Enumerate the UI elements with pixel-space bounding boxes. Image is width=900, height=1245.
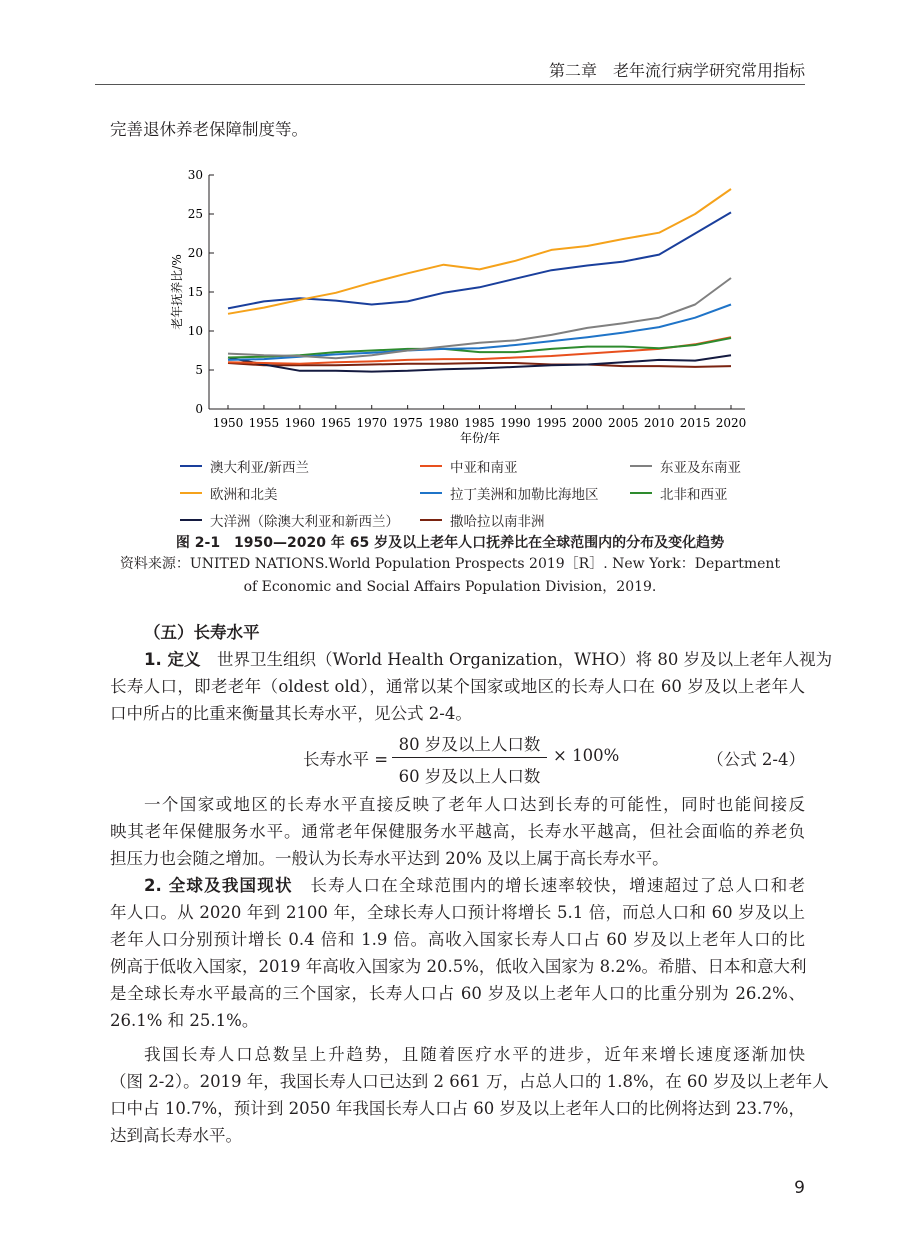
- para3-line-1: [110, 872, 805, 899]
- legend-swatch: [180, 492, 202, 494]
- legend-swatch: [420, 519, 442, 521]
- x-tick-label: 1970: [356, 416, 387, 430]
- formula-label: （公式 2-4）: [707, 750, 805, 769]
- legend-item: [420, 510, 545, 530]
- series-line-0: [228, 212, 731, 308]
- x-tick-label: 1995: [536, 416, 567, 430]
- para3-label: 2. 全球及我国现状: [144, 876, 293, 895]
- x-tick-label: 1950: [212, 416, 244, 430]
- x-tick-label: 1990: [500, 416, 531, 430]
- legend-swatch: [420, 465, 442, 467]
- legend-item: [420, 456, 518, 476]
- legend-label: 中亚和南亚: [450, 460, 518, 476]
- legend-label: 东亚及东南亚: [660, 460, 741, 476]
- para3-text: 长寿人口在全球范围内的增长速率较快，增速超过了总人口和老: [310, 876, 806, 895]
- y-tick-label: 0: [195, 402, 203, 416]
- legend-item: [180, 510, 399, 530]
- para1-text: 世界卫生组织（World Health Organization，WHO）将 80 岁及以上老年人视为: [217, 650, 833, 669]
- x-tick-label: 2010: [643, 416, 675, 430]
- page-number: 9: [794, 1178, 805, 1198]
- legend-swatch: [630, 465, 652, 467]
- x-tick-label: 2005: [607, 416, 639, 430]
- legend-swatch: [420, 492, 442, 494]
- legend-item: [180, 456, 309, 476]
- intro-line: 完善退休养老保障制度等。: [110, 120, 308, 139]
- para2-line-1: 一个国家或地区的长寿水平直接反映了老年人口达到长寿的可能性，同时也能间接反: [144, 795, 805, 814]
- legend-label: 欧洲和北美: [210, 487, 278, 503]
- dependency-ratio-chart: [0, 160, 900, 450]
- x-tick-label: 1975: [392, 416, 423, 430]
- para1-line-2: 长寿人口，即老老年（oldest old），通常以某个国家或地区的长寿人口在 60 岁及以上老年人: [110, 677, 805, 696]
- figure-source-line-2: of Economic and Social Affairs Population Division，2019.: [243, 579, 657, 595]
- para3-line-2: 年人口。从 2020 年到 2100 年，全球长寿人口预计将增长 5.1 倍，而总人口和 60 岁及以上: [110, 903, 805, 922]
- figure-source-line-1: 资料来源：UNITED NATIONS.World Population Prospects 2019［R］. New York：Department: [119, 556, 781, 572]
- para3-line-5: 是全球长寿水平最高的三个国家，长寿人口占 60 岁及以上老年人口的比重分别为 26.2%、: [110, 984, 805, 1003]
- para3-line-4: 例高于低收入国家，2019 年高收入国家为 20.5%，低收入国家为 8.2%。希腊、日本和意大利: [110, 957, 807, 976]
- x-axis-label: 年份/年: [459, 431, 501, 445]
- section-heading: （五）长寿水平: [144, 623, 260, 642]
- figure-caption: 图 2-1 1950—2020 年 65 岁及以上老年人口抚养比在全球范围内的分布及变化趋势: [175, 535, 725, 551]
- para3-line-3: 老年人口分别预计增长 0.4 倍和 1.9 倍。高收入国家长寿人口占 60 岁及以上老年人口的比: [110, 930, 805, 949]
- para3-line-6: 26.1% 和 25.1%。: [110, 1011, 259, 1030]
- para4-line-1: 我国长寿人口总数呈上升趋势，且随着医疗水平的进步，近年来增长速度逐渐加快: [144, 1045, 805, 1064]
- legend-item: [630, 456, 741, 476]
- y-tick-label: 25: [187, 207, 203, 221]
- para4-line-4: 达到高长寿水平。: [110, 1126, 242, 1145]
- legend-label: 大洋洲（除澳大利亚和新西兰）: [210, 514, 399, 530]
- para1-line-3: 口中所占的比重来衡量其长寿水平，见公式 2-4。: [110, 704, 472, 723]
- x-tick-label: 2015: [679, 416, 711, 430]
- formula-multiplier: × 100%: [553, 746, 620, 765]
- running-header: 第二章 老年流行病学研究常用指标: [548, 61, 805, 80]
- para1-label: 1. 定义: [144, 650, 201, 669]
- legend-item: [420, 483, 599, 503]
- fraction-bar: [392, 757, 547, 758]
- legend-label: 撒哈拉以南非洲: [450, 514, 545, 530]
- series-line-2: [228, 278, 731, 358]
- legend-swatch: [180, 465, 202, 467]
- formula-numerator: 80 岁及以上人口数: [398, 735, 541, 754]
- x-tick-label: 1980: [428, 416, 459, 430]
- formula-lhs: 长寿水平 =: [303, 750, 389, 769]
- y-tick-label: 20: [187, 246, 203, 260]
- y-tick-label: 10: [187, 324, 203, 338]
- y-tick-label: 30: [187, 168, 203, 182]
- legend-label: 北非和西亚: [660, 487, 728, 503]
- x-tick-label: 2020: [715, 416, 747, 430]
- legend-item: [630, 483, 728, 503]
- legend-swatch: [180, 519, 202, 521]
- y-tick-label: 5: [195, 363, 203, 377]
- x-tick-label: 1985: [464, 416, 495, 430]
- para2-line-2: 映其老年保健服务水平。通常老年保健服务水平越高，长寿水平越高，但社会面临的养老负: [110, 822, 805, 841]
- series-line-3: [228, 189, 731, 314]
- formula-denominator: 60 岁及以上人口数: [398, 767, 541, 786]
- legend-swatch: [630, 492, 652, 494]
- header-divider: [95, 84, 805, 85]
- x-tick-label: 1955: [248, 416, 280, 430]
- x-tick-label: 2000: [572, 416, 603, 430]
- legend-item: [180, 483, 278, 503]
- x-tick-label: 1965: [320, 416, 352, 430]
- x-tick-label: 1960: [284, 416, 316, 430]
- y-axis-label: 老年抚养比/%: [170, 254, 184, 330]
- legend-label: 澳大利亚/新西兰: [210, 460, 310, 476]
- legend-label: 拉丁美洲和加勒比海地区: [450, 487, 599, 503]
- y-tick-label: 15: [187, 285, 203, 299]
- para1-line-1: [110, 646, 833, 673]
- para4-line-2: （图 2-2）。2019 年，我国长寿人口已达到 2 661 万，占总人口的 1.8%，在 60 岁及以上老年人: [110, 1072, 829, 1091]
- para2-line-3: 担压力也会随之增加。一般认为长寿水平达到 20% 及以上属于高长寿水平。: [110, 849, 669, 868]
- para4-line-3: 口中占 10.7%，预计到 2050 年我国长寿人口占 60 岁及以上老年人口的比例将达到 23.7%，: [110, 1099, 805, 1118]
